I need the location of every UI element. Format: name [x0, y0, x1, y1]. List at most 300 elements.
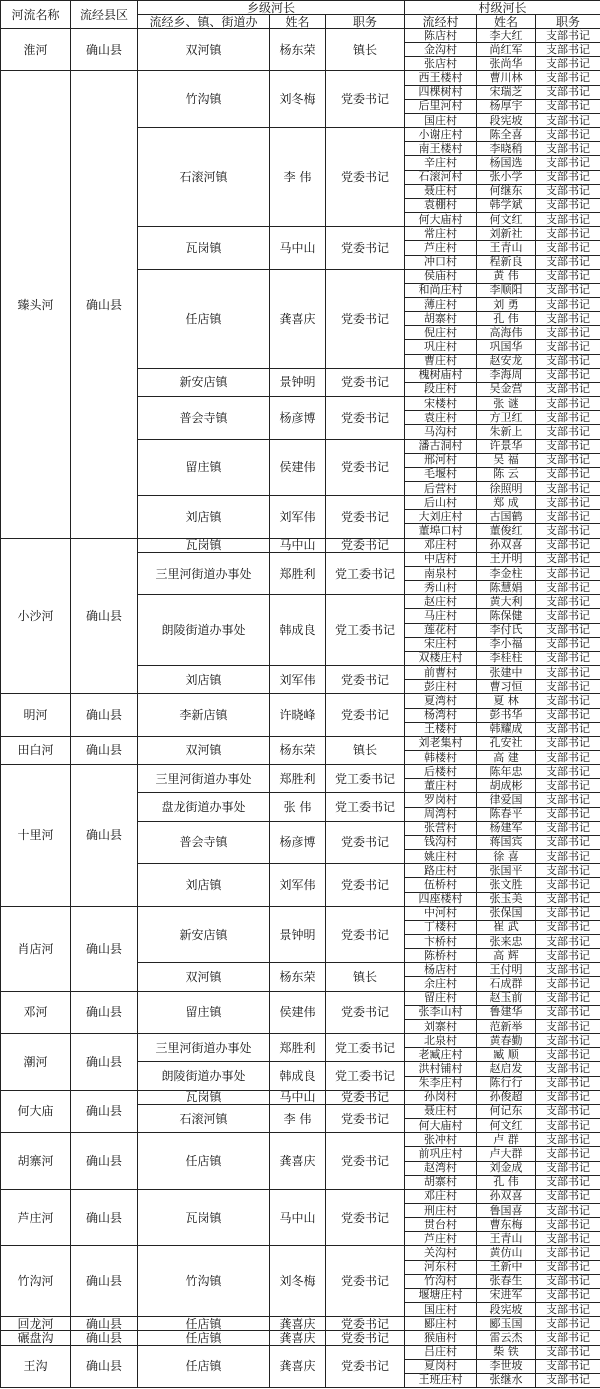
table-row	[1, 29, 600, 43]
village-chief-title-cell: 支部书记	[536, 1019, 600, 1033]
village-chief-title-cell: 支部书记	[536, 779, 600, 793]
table-body	[1, 29, 600, 1388]
village-cell: 余庄村	[405, 977, 477, 991]
village-chief-title-cell: 支部书记	[536, 1331, 600, 1345]
county-cell: 确山县	[71, 736, 138, 764]
town-cell: 朗陵街道办事处	[138, 595, 270, 666]
village-cell: 国庄村	[405, 113, 477, 127]
river-name-cell: 芦庄河	[1, 1189, 71, 1246]
village-chief-title-cell: 支部书记	[536, 835, 600, 849]
town-chief-name-cell: 龚喜庆	[270, 1345, 326, 1387]
village-chief-title-cell: 支部书记	[536, 623, 600, 637]
village-chief-title-cell: 支部书记	[536, 1062, 600, 1076]
village-cell: 聂庄村	[405, 184, 477, 198]
village-chief-name-cell: 刘 勇	[477, 297, 536, 311]
village-cell: 刘老集村	[405, 736, 477, 750]
village-chief-title-cell: 支部书记	[536, 680, 600, 694]
village-chief-title-cell: 支部书记	[536, 1288, 600, 1302]
village-chief-title-cell: 支部书记	[536, 227, 600, 241]
village-chief-name-cell: 张尚华	[477, 57, 536, 71]
village-chief-title-cell: 支部书记	[536, 57, 600, 71]
village-cell: 倪庄村	[405, 326, 477, 340]
town-cell: 瓦岗镇	[138, 1189, 270, 1246]
village-cell: 彭庄村	[405, 680, 477, 694]
village-chief-name-cell: 雷云杰	[477, 1331, 536, 1345]
river-name-cell: 十里河	[1, 765, 71, 907]
county-cell: 确山县	[71, 1189, 138, 1246]
village-chief-title-cell: 支部书记	[536, 1076, 600, 1090]
village-cell: 陈店村	[405, 29, 477, 43]
town-chief-name-cell: 马中山	[270, 1090, 326, 1104]
county-cell: 确山县	[71, 991, 138, 1033]
village-cell: 辛庄村	[405, 156, 477, 170]
village-chief-name-cell: 黄春勤	[477, 1034, 536, 1048]
village-chief-title-cell: 支部书记	[536, 878, 600, 892]
table-header	[1, 1, 600, 29]
village-chief-title-cell: 支部书记	[536, 1203, 600, 1217]
village-cell: 和尚庄村	[405, 283, 477, 297]
header-village-chief-name: 姓名	[477, 15, 536, 29]
village-cell: 中河村	[405, 906, 477, 920]
village-chief-name-cell: 孙俊超	[477, 1090, 536, 1104]
village-chief-title-cell: 支部书记	[536, 949, 600, 963]
village-chief-title-cell: 支部书记	[536, 963, 600, 977]
town-chief-title-cell: 党委书记	[326, 1189, 405, 1246]
county-cell: 确山县	[71, 694, 138, 736]
village-chief-name-cell: 赵启发	[477, 1062, 536, 1076]
village-chief-title-cell: 支部书记	[536, 354, 600, 368]
village-chief-title-cell: 支部书记	[536, 156, 600, 170]
village-chief-name-cell: 陈慧娟	[477, 581, 536, 595]
village-chief-name-cell: 李桂柱	[477, 651, 536, 665]
village-cell: 小谢庄村	[405, 128, 477, 142]
village-chief-name-cell: 段宪坡	[477, 1303, 536, 1317]
village-chief-title-cell: 支部书记	[536, 85, 600, 99]
village-chief-title-cell: 支部书记	[536, 439, 600, 453]
town-chief-title-cell: 党委书记	[326, 991, 405, 1033]
village-cell: 大刘庄村	[405, 510, 477, 524]
village-cell: 周湾村	[405, 807, 477, 821]
village-cell: 竹沟村	[405, 1274, 477, 1288]
village-chief-name-cell: 柴 铁	[477, 1345, 536, 1359]
village-chief-title-cell: 支部书记	[536, 1034, 600, 1048]
town-chief-name-cell: 龚喜庆	[270, 1317, 326, 1331]
village-chief-title-cell: 支部书记	[536, 920, 600, 934]
village-cell: 何大庙村	[405, 1119, 477, 1133]
village-cell: 董埠口村	[405, 524, 477, 538]
river-name-cell: 王沟	[1, 1345, 71, 1387]
village-cell: 金沟村	[405, 43, 477, 57]
village-chief-name-cell: 黄大利	[477, 595, 536, 609]
county-cell: 确山县	[71, 1331, 138, 1345]
village-cell: 夏岗村	[405, 1359, 477, 1373]
town-chief-title-cell: 镇长	[326, 963, 405, 991]
village-chief-title-cell: 支部书记	[536, 1274, 600, 1288]
village-chief-name-cell: 张建中	[477, 666, 536, 680]
village-cell: 郾庄村	[405, 1317, 477, 1331]
village-chief-name-cell: 彭书华	[477, 708, 536, 722]
village-chief-title-cell: 支部书记	[536, 1104, 600, 1118]
village-chief-title-cell: 支部书记	[536, 1119, 600, 1133]
village-cell: 韩楼村	[405, 750, 477, 764]
village-cell: 巩庄村	[405, 340, 477, 354]
village-chief-name-cell: 古国鹤	[477, 510, 536, 524]
town-cell: 刘店镇	[138, 864, 270, 906]
village-chief-title-cell: 支部书记	[536, 1373, 600, 1387]
village-chief-title-cell: 支部书记	[536, 326, 600, 340]
village-cell: 邢河村	[405, 453, 477, 467]
table-row	[1, 1246, 600, 1260]
village-chief-name-cell: 律爱国	[477, 793, 536, 807]
header-county: 流经县区	[71, 1, 138, 29]
village-chief-title-cell: 支部书记	[536, 170, 600, 184]
village-chief-title-cell: 支部书记	[536, 524, 600, 538]
village-chief-name-cell: 李大红	[477, 29, 536, 43]
town-cell: 双河镇	[138, 963, 270, 991]
town-cell: 竹沟镇	[138, 71, 270, 128]
village-chief-name-cell: 张保国	[477, 906, 536, 920]
village-chief-name-cell: 张来忠	[477, 935, 536, 949]
village-chief-name-cell: 鲁国喜	[477, 1203, 536, 1217]
village-chief-name-cell: 王付明	[477, 963, 536, 977]
village-chief-title-cell: 支部书记	[536, 637, 600, 651]
town-chief-title-cell: 党委书记	[326, 1104, 405, 1132]
village-chief-name-cell: 李付氏	[477, 623, 536, 637]
village-cell: 堰塘庄村	[405, 1288, 477, 1302]
village-chief-name-cell: 陈全喜	[477, 128, 536, 142]
town-chief-name-cell: 侯建伟	[270, 439, 326, 496]
village-chief-name-cell: 李世坡	[477, 1359, 536, 1373]
county-cell: 确山县	[71, 1246, 138, 1317]
county-cell: 确山县	[71, 1090, 138, 1132]
village-chief-name-cell: 高 辉	[477, 949, 536, 963]
village-chief-name-cell: 程新良	[477, 255, 536, 269]
town-chief-name-cell: 杨东荣	[270, 736, 326, 764]
village-chief-title-cell: 支部书记	[536, 1303, 600, 1317]
header-village: 流经村	[405, 15, 477, 29]
village-cell: 毛堰村	[405, 467, 477, 481]
village-chief-title-cell: 支部书记	[536, 1345, 600, 1359]
village-chief-title-cell: 支部书记	[536, 807, 600, 821]
village-chief-name-cell: 徐照明	[477, 482, 536, 496]
village-chief-title-cell: 支部书记	[536, 538, 600, 552]
village-chief-title-cell: 支部书记	[536, 297, 600, 311]
village-chief-name-cell: 卢大群	[477, 1147, 536, 1161]
town-cell: 三里河街道办事处	[138, 1034, 270, 1062]
river-name-cell: 小沙河	[1, 538, 71, 694]
town-cell: 瓦岗镇	[138, 538, 270, 552]
village-chief-name-cell: 曹习恒	[477, 680, 536, 694]
village-chief-name-cell: 郾玉国	[477, 1317, 536, 1331]
village-chief-name-cell: 陈行行	[477, 1076, 536, 1090]
river-name-cell: 明河	[1, 694, 71, 736]
town-chief-title-cell: 党委书记	[326, 1345, 405, 1387]
village-chief-name-cell: 黄 伟	[477, 269, 536, 283]
town-cell: 任店镇	[138, 1331, 270, 1345]
village-cell: 后楼村	[405, 765, 477, 779]
town-chief-title-cell: 党工委书记	[326, 552, 405, 594]
village-chief-name-cell: 赵玉前	[477, 991, 536, 1005]
village-cell: 刘寨村	[405, 1019, 477, 1033]
village-cell: 张李山村	[405, 1005, 477, 1019]
town-cell: 朗陵街道办事处	[138, 1062, 270, 1090]
header-town-level-chief: 乡级河长	[138, 1, 405, 15]
village-chief-name-cell: 孔 伟	[477, 1175, 536, 1189]
village-cell: 常庄村	[405, 227, 477, 241]
village-chief-name-cell: 段宪坡	[477, 113, 536, 127]
village-cell: 宋楼村	[405, 397, 477, 411]
village-chief-title-cell: 支部书记	[536, 765, 600, 779]
village-chief-title-cell: 支部书记	[536, 198, 600, 212]
village-chief-name-cell: 李顺阳	[477, 283, 536, 297]
village-chief-name-cell: 鲁建华	[477, 1005, 536, 1019]
village-chief-title-cell: 支部书记	[536, 142, 600, 156]
village-chief-name-cell: 徐 喜	[477, 850, 536, 864]
village-chief-name-cell: 高 建	[477, 750, 536, 764]
village-chief-title-cell: 支部书记	[536, 1147, 600, 1161]
town-cell: 刘店镇	[138, 666, 270, 694]
village-chief-name-cell: 巩国华	[477, 340, 536, 354]
village-cell: 张冲村	[405, 1133, 477, 1147]
town-chief-name-cell: 杨彦博	[270, 397, 326, 439]
village-chief-name-cell: 何文红	[477, 1119, 536, 1133]
village-cell: 王班庄村	[405, 1373, 477, 1387]
village-chief-name-cell: 李海周	[477, 368, 536, 382]
county-cell: 确山县	[71, 538, 138, 694]
town-chief-name-cell: 韩成良	[270, 1062, 326, 1090]
town-chief-title-cell: 党工委书记	[326, 793, 405, 821]
village-chief-title-cell: 支部书记	[536, 1260, 600, 1274]
town-chief-name-cell: 杨彦博	[270, 821, 326, 863]
town-chief-title-cell: 党委书记	[326, 906, 405, 963]
town-chief-title-cell: 党工委书记	[326, 1034, 405, 1062]
town-chief-name-cell: 郑胜利	[270, 765, 326, 793]
village-chief-title-cell: 支部书记	[536, 1161, 600, 1175]
village-cell: 吕庄村	[405, 1345, 477, 1359]
village-chief-name-cell: 王青山	[477, 1232, 536, 1246]
county-cell: 确山县	[71, 765, 138, 907]
town-chief-name-cell: 刘军伟	[270, 666, 326, 694]
header-village-chief-title: 职务	[536, 15, 600, 29]
village-chief-title-cell: 支部书记	[536, 694, 600, 708]
table-row	[1, 906, 600, 920]
village-chief-name-cell: 何文红	[477, 213, 536, 227]
village-cell: 莲花村	[405, 623, 477, 637]
town-cell: 瓦岗镇	[138, 1090, 270, 1104]
town-chief-name-cell: 景钟明	[270, 906, 326, 963]
village-chief-title-cell: 支部书记	[536, 99, 600, 113]
table-row	[1, 1034, 600, 1048]
town-cell: 三里河街道办事处	[138, 765, 270, 793]
village-cell: 路庄村	[405, 864, 477, 878]
town-cell: 刘店镇	[138, 496, 270, 538]
county-cell: 确山县	[71, 1317, 138, 1331]
table-row	[1, 1189, 600, 1203]
town-chief-title-cell: 党委书记	[326, 128, 405, 227]
town-cell: 瓦岗镇	[138, 227, 270, 269]
village-cell: 双楼庄村	[405, 651, 477, 665]
village-chief-name-cell: 李金柱	[477, 566, 536, 580]
village-chief-title-cell: 支部书记	[536, 581, 600, 595]
county-cell: 确山县	[71, 1133, 138, 1190]
town-chief-title-cell: 党委书记	[326, 821, 405, 863]
village-chief-name-cell: 吴金营	[477, 382, 536, 396]
village-cell: 宋庄村	[405, 637, 477, 651]
village-chief-title-cell: 支部书记	[536, 453, 600, 467]
table-row	[1, 1331, 600, 1345]
table-row	[1, 1345, 600, 1359]
river-name-cell: 邓河	[1, 991, 71, 1033]
village-chief-name-cell: 孔 伟	[477, 312, 536, 326]
village-chief-name-cell: 陈 云	[477, 467, 536, 481]
village-cell: 聂庄村	[405, 1104, 477, 1118]
village-chief-name-cell: 朱新上	[477, 425, 536, 439]
town-chief-name-cell: 刘冬梅	[270, 1246, 326, 1317]
village-chief-title-cell: 支部书记	[536, 29, 600, 43]
town-chief-name-cell: 刘军伟	[270, 496, 326, 538]
village-chief-title-cell: 支部书记	[536, 666, 600, 680]
village-chief-name-cell: 宋进军	[477, 1288, 536, 1302]
river-name-cell: 田白河	[1, 736, 71, 764]
village-chief-title-cell: 支部书记	[536, 255, 600, 269]
village-chief-name-cell: 孔安社	[477, 736, 536, 750]
village-chief-title-cell: 支部书记	[536, 1359, 600, 1373]
town-chief-title-cell: 党委书记	[326, 864, 405, 906]
village-chief-title-cell: 支部书记	[536, 552, 600, 566]
river-name-cell: 淮河	[1, 29, 71, 71]
village-chief-name-cell: 张文胜	[477, 878, 536, 892]
village-chief-title-cell: 支部书记	[536, 467, 600, 481]
town-cell: 三里河街道办事处	[138, 552, 270, 594]
village-cell: 陈桥村	[405, 949, 477, 963]
village-chief-title-cell: 支部书记	[536, 1246, 600, 1260]
village-chief-title-cell: 支部书记	[536, 425, 600, 439]
village-chief-title-cell: 支部书记	[536, 793, 600, 807]
header-village-level-chief: 村级河长	[405, 1, 600, 15]
table-row	[1, 694, 600, 708]
village-chief-title-cell: 支部书记	[536, 609, 600, 623]
county-cell: 确山县	[71, 71, 138, 538]
town-cell: 留庄镇	[138, 991, 270, 1033]
town-chief-name-cell: 马中山	[270, 1189, 326, 1246]
village-chief-title-cell: 支部书记	[536, 750, 600, 764]
village-cell: 国庄村	[405, 1303, 477, 1317]
village-chief-name-cell: 陈春平	[477, 807, 536, 821]
village-chief-title-cell: 支部书记	[536, 906, 600, 920]
village-chief-title-cell: 支部书记	[536, 1317, 600, 1331]
river-name-cell: 臻头河	[1, 71, 71, 538]
town-cell: 盘龙街道办事处	[138, 793, 270, 821]
village-cell: 老臧庄村	[405, 1048, 477, 1062]
town-cell: 石滚河镇	[138, 128, 270, 227]
village-chief-name-cell: 韩耀成	[477, 722, 536, 736]
village-chief-name-cell: 杨厚宇	[477, 99, 536, 113]
village-chief-name-cell: 方卫红	[477, 411, 536, 425]
town-chief-title-cell: 党工委书记	[326, 595, 405, 666]
village-cell: 潘古洞村	[405, 439, 477, 453]
village-chief-name-cell: 曹川林	[477, 71, 536, 85]
village-cell: 卞桥村	[405, 935, 477, 949]
village-cell: 何大庙村	[405, 213, 477, 227]
village-chief-title-cell: 支部书记	[536, 850, 600, 864]
town-chief-title-cell: 党委书记	[326, 269, 405, 368]
header-river-name: 河流名称	[1, 1, 71, 29]
village-chief-name-cell: 夏 林	[477, 694, 536, 708]
town-chief-title-cell: 党委书记	[326, 1246, 405, 1317]
table-row	[1, 538, 600, 552]
village-chief-title-cell: 支部书记	[536, 411, 600, 425]
village-chief-name-cell: 尚红军	[477, 43, 536, 57]
village-chief-name-cell: 许景华	[477, 439, 536, 453]
town-chief-title-cell: 党委书记	[326, 666, 405, 694]
village-chief-title-cell: 支部书记	[536, 977, 600, 991]
town-cell: 任店镇	[138, 269, 270, 368]
town-chief-name-cell: 许晓峰	[270, 694, 326, 736]
town-chief-name-cell: 侯建伟	[270, 991, 326, 1033]
village-chief-title-cell: 支部书记	[536, 651, 600, 665]
village-chief-title-cell: 支部书记	[536, 496, 600, 510]
town-chief-name-cell: 刘军伟	[270, 864, 326, 906]
town-chief-title-cell: 党委书记	[326, 368, 405, 396]
village-chief-name-cell: 张玉美	[477, 892, 536, 906]
village-cell: 胡寨村	[405, 312, 477, 326]
village-chief-name-cell: 张小学	[477, 170, 536, 184]
town-chief-title-cell: 镇长	[326, 736, 405, 764]
village-cell: 四座楼村	[405, 892, 477, 906]
village-chief-title-cell: 支部书记	[536, 71, 600, 85]
village-chief-name-cell: 张 谜	[477, 397, 536, 411]
town-chief-title-cell: 党工委书记	[326, 765, 405, 793]
village-chief-title-cell: 支部书记	[536, 269, 600, 283]
village-cell: 夏湾村	[405, 694, 477, 708]
header-town-chief-title: 职务	[326, 15, 405, 29]
village-chief-name-cell: 陈年忠	[477, 765, 536, 779]
town-chief-title-cell: 党委书记	[326, 1331, 405, 1345]
village-chief-name-cell: 高海伟	[477, 326, 536, 340]
header-town-chief-name: 姓名	[270, 15, 326, 29]
town-chief-title-cell: 党工委书记	[326, 1062, 405, 1090]
header-row-1	[1, 1, 600, 15]
village-chief-name-cell: 刘金成	[477, 1161, 536, 1175]
town-cell: 普会寺镇	[138, 397, 270, 439]
village-cell: 贯台村	[405, 1218, 477, 1232]
village-chief-title-cell: 支部书记	[536, 991, 600, 1005]
village-cell: 后营村	[405, 482, 477, 496]
town-chief-name-cell: 龚喜庆	[270, 1331, 326, 1345]
village-chief-name-cell: 孙双喜	[477, 538, 536, 552]
village-chief-name-cell: 杨国选	[477, 156, 536, 170]
table-row	[1, 1317, 600, 1331]
village-cell: 芦庄村	[405, 1232, 477, 1246]
town-cell: 留庄镇	[138, 439, 270, 496]
village-cell: 曹庄村	[405, 354, 477, 368]
village-chief-name-cell: 孙双喜	[477, 1189, 536, 1203]
village-cell: 后里河村	[405, 99, 477, 113]
village-cell: 西王楼村	[405, 71, 477, 85]
town-cell: 任店镇	[138, 1345, 270, 1387]
county-cell: 确山县	[71, 906, 138, 991]
village-cell: 南泉村	[405, 566, 477, 580]
village-chief-name-cell: 陈保健	[477, 609, 536, 623]
village-chief-name-cell: 王开明	[477, 552, 536, 566]
village-cell: 罗岗村	[405, 793, 477, 807]
town-chief-title-cell: 镇长	[326, 29, 405, 71]
village-chief-title-cell: 支部书记	[536, 736, 600, 750]
table-row	[1, 991, 600, 1005]
village-cell: 杨店村	[405, 963, 477, 977]
river-name-cell: 碾盘沟	[1, 1331, 71, 1345]
town-chief-name-cell: 龚喜庆	[270, 269, 326, 368]
